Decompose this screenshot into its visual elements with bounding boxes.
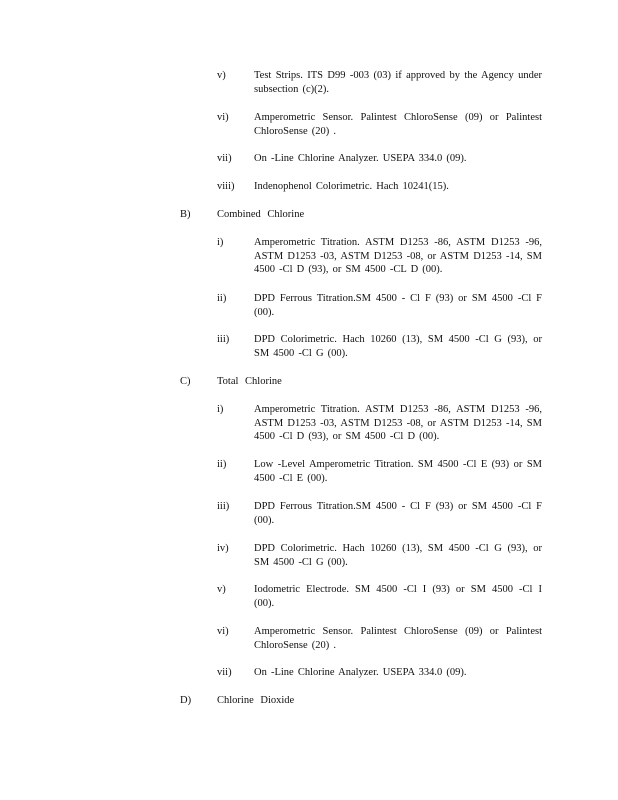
item-text: Amperometric Sensor. Palintest ChloroSense (09) or Palintest ChloroSense (20) . xyxy=(254,626,542,651)
item-number: i) xyxy=(217,237,224,248)
item-number: v) xyxy=(217,70,226,81)
item-number: iii) xyxy=(217,334,230,345)
item-number: v) xyxy=(217,584,226,595)
section-letter: D) xyxy=(180,695,192,706)
item-text: Test Strips. ITS D99 -003 (03) if approved by the Agency under subsection (c)(2). xyxy=(254,70,542,95)
section-title: Chlorine Dioxide xyxy=(217,695,295,706)
section-letter: C) xyxy=(180,376,191,387)
item-text: Amperometric Titration. ASTM D1253 -86, ASTM D1253 -96, ASTM D1253 -03, ASTM D1253 -08, or ASTM D1253 -14, SM 4500 -Cl D (93), or SM 4500 -CL D (00). xyxy=(254,237,542,275)
item-text: Iodometric Electrode. SM 4500 -Cl I (93) or SM 4500 -Cl I (00). xyxy=(254,584,542,609)
item-text: Low -Level Amperometric Titration. SM 4500 -Cl E (93) or SM 4500 -Cl E (00). xyxy=(254,459,542,484)
item-number: iii) xyxy=(217,501,230,512)
item-text: On -Line Chlorine Analyzer. USEPA 334.0 (09). xyxy=(254,667,467,678)
item-number: ii) xyxy=(217,293,227,304)
item-text: Indenophenol Colorimetric. Hach 10241(15). xyxy=(254,181,449,192)
item-number: vii) xyxy=(217,667,232,678)
item-text: DPD Colorimetric. Hach 10260 (13), SM 4500 -Cl G (93), or SM 4500 -Cl G (00). xyxy=(254,543,542,568)
item-text: DPD Colorimetric. Hach 10260 (13), SM 4500 -Cl G (93), or SM 4500 -Cl G (00). xyxy=(254,334,542,359)
item-number: ii) xyxy=(217,459,227,470)
section-letter: B) xyxy=(180,209,191,220)
item-text: DPD Ferrous Titration.SM 4500 - Cl F (93) or SM 4500 -Cl F (00). xyxy=(254,501,542,526)
item-text: DPD Ferrous Titration.SM 4500 - Cl F (93) or SM 4500 -Cl F (00). xyxy=(254,293,542,318)
item-number: viii) xyxy=(217,181,235,192)
item-number: vi) xyxy=(217,112,229,123)
item-number: iv) xyxy=(217,543,229,554)
item-text: On -Line Chlorine Analyzer. USEPA 334.0 (09). xyxy=(254,153,467,164)
item-number: vi) xyxy=(217,626,229,637)
item-number: vii) xyxy=(217,153,232,164)
item-text: Amperometric Titration. ASTM D1253 -86, ASTM D1253 -96, ASTM D1253 -03, ASTM D1253 -08, or ASTM D1253 -14, SM 4500 -Cl D (93), or SM 4500 -Cl D (00). xyxy=(254,404,542,442)
section-title: Combined Chlorine xyxy=(217,209,305,220)
item-text: Amperometric Sensor. Palintest ChloroSense (09) or Palintest ChloroSense (20) . xyxy=(254,112,542,137)
item-number: i) xyxy=(217,404,224,415)
section-title: Total Chlorine xyxy=(217,376,282,387)
